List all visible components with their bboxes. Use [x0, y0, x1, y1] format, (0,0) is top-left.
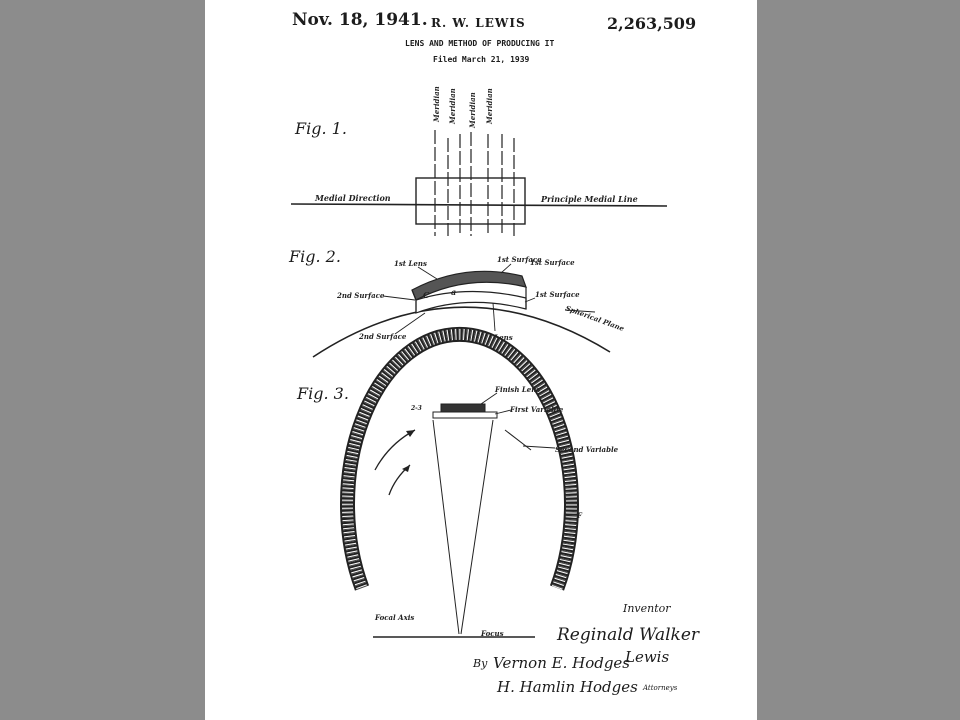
principal-medial-line	[291, 204, 667, 206]
first-surface-top-label: 1st Surface	[497, 255, 542, 264]
fig3-label: Fig. 3.	[297, 384, 349, 403]
first-surface-top-label-b: 1st Surface	[530, 258, 575, 267]
inventor-caption: Inventor	[623, 602, 671, 615]
second-lens-label: 2nd Lens	[477, 333, 513, 342]
patent-title: LENS AND METHOD OF PRODUCING IT	[405, 39, 555, 48]
mark-left: 2-3	[411, 405, 422, 412]
principle-medial-line-label: Principle Medial Line	[541, 194, 638, 204]
signature-block	[472, 602, 700, 696]
second-surface-left-label: 2nd Surface	[337, 291, 385, 300]
first-lens-label: 1st Lens	[394, 259, 427, 268]
second-variable-label: Second Variable	[555, 445, 619, 454]
focal-axis-label: Focal Axis	[375, 613, 415, 622]
mark-right: F	[577, 511, 582, 520]
right-letterbox	[757, 0, 960, 720]
focus-label: Focus	[481, 629, 504, 638]
first-surface-right-label: 1st Surface	[535, 290, 580, 299]
fig2-label: Fig. 2.	[289, 247, 341, 266]
finish-lens-label: Finish Lens	[495, 385, 541, 394]
inventor-signature-line2: Lewis	[625, 648, 670, 666]
attorney-signature-line1: Vernon E. Hodges	[493, 654, 630, 672]
attorney-by: By	[473, 657, 488, 670]
patent-date: Nov. 18, 1941.	[292, 10, 428, 30]
meridian-label-4: Meridian	[485, 88, 494, 124]
second-surface-bottom-label: 2nd Surface	[359, 332, 407, 341]
medial-direction-label: Medial Direction	[315, 193, 391, 203]
mark-c: C	[423, 290, 430, 300]
patent-sheet	[205, 0, 757, 720]
attorneys-caption: Attorneys	[643, 684, 678, 692]
inventor-name: R. W. LEWIS	[431, 16, 526, 30]
figure-3	[296, 334, 619, 638]
meridian-label-1: Meridian	[432, 86, 441, 122]
attorney-signature-line2: H. Hamlin Hodges	[497, 678, 638, 696]
finish-lens-blank	[441, 404, 485, 412]
rotation-arrow-left	[375, 430, 415, 470]
spherical-plane-label: Spherical Plane	[564, 303, 626, 333]
focal-rays	[433, 420, 531, 634]
patent-number: 2,263,509	[607, 14, 697, 33]
fig1-label: Fig. 1.	[295, 119, 347, 138]
mark-a: a	[451, 287, 457, 297]
meridian-label-3: Meridian	[468, 92, 477, 128]
filed-date: Filed March 21, 1939	[433, 55, 530, 64]
meridian-label-2: Meridian	[448, 88, 457, 124]
inventor-signature-line1: Reginald Walker	[557, 625, 700, 645]
figure-1	[291, 86, 667, 236]
first-variable-label: First Variable	[510, 405, 564, 414]
patent-drawing	[205, 0, 757, 720]
left-letterbox	[0, 0, 205, 720]
